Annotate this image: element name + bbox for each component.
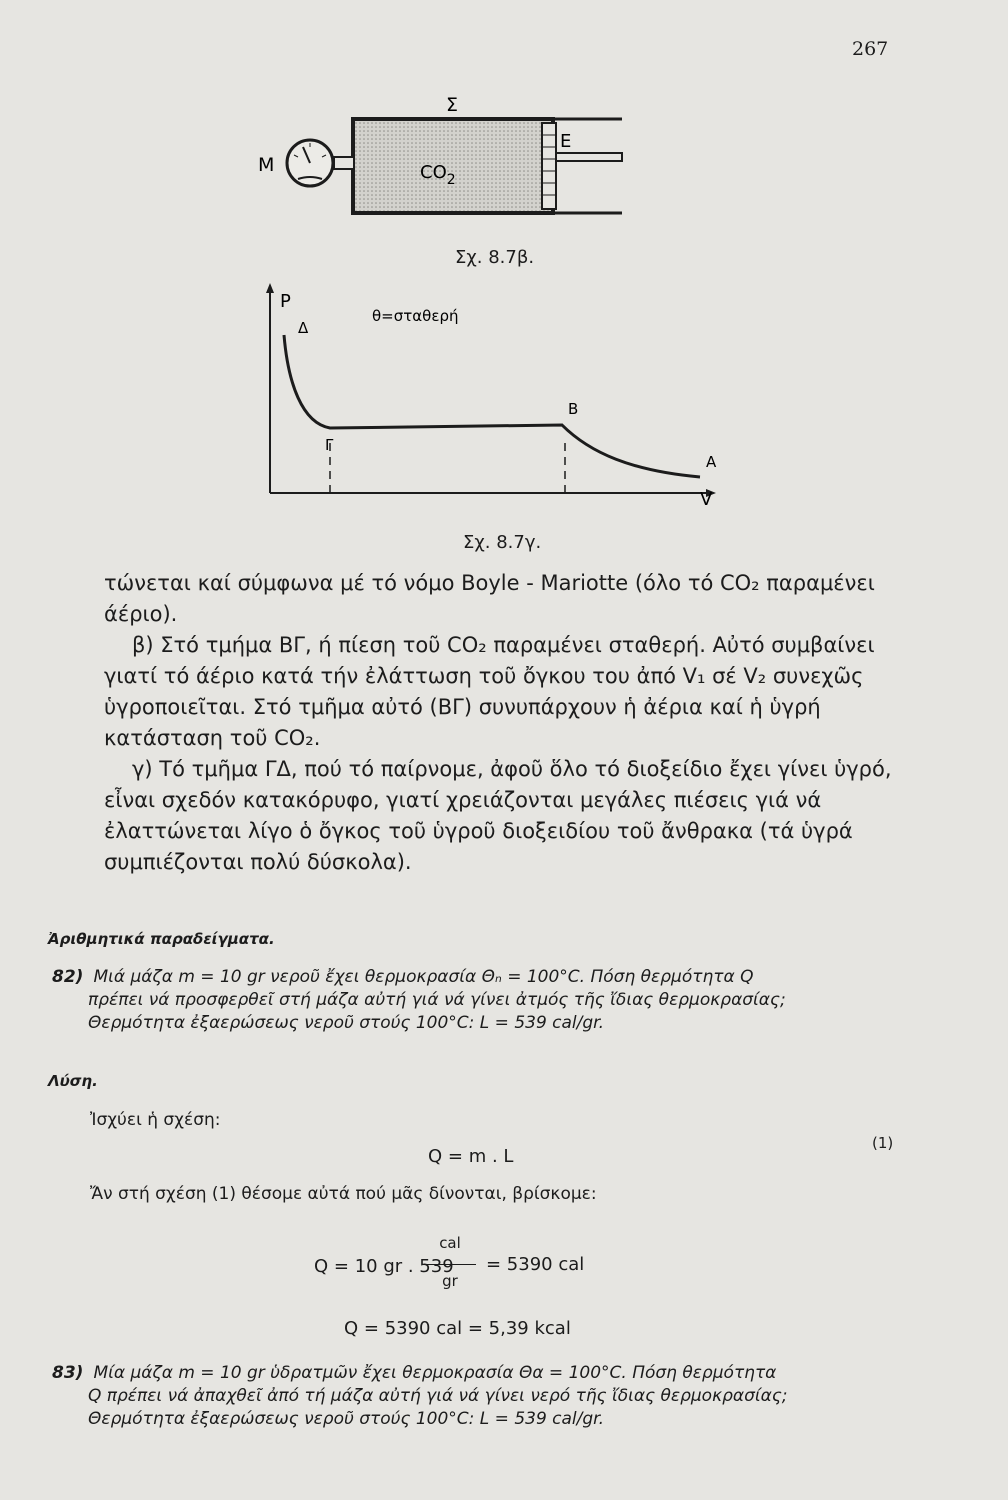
point-b-label: B (568, 400, 579, 418)
figure-g-caption: Σχ. 8.7γ. (463, 532, 542, 553)
label-co2: $CO_2$ (420, 162, 456, 188)
point-g-label: Γ (325, 436, 334, 454)
cylinder-body (353, 119, 622, 213)
piston-icon (542, 123, 622, 209)
point-a-label: A (706, 453, 717, 471)
problem-82-line2: πρέπει νά προσφερθεῖ στή μάζα αὐτή γιά νά γίνει ἀτμός τῆς ἴδιας θερμοκρασίας; (88, 990, 786, 1010)
problem-82-line3: Θερμότητα ἐξαερώσεως νεροῦ στούς 100°C: L = 539 cal/gr. (88, 1013, 605, 1033)
calc-right: = 5390 cal (486, 1254, 585, 1275)
page-number: 267 (852, 38, 889, 60)
problem-83-line2: Q πρέπει νά ἀπαχθεῖ ἀπό τή μάζα αὐτή γιά νά γίνει νερό τῆς ἴδιας θερμοκρασίας; (88, 1386, 788, 1406)
problem-83-number: 83) (52, 1363, 84, 1383)
paragraph-c: γ) Τό τμῆμα ΓΔ, πού τό παίρνομε, ἀφοῦ ὅλο τό διοξείδιο ἔχει γίνει ὑγρό, εἶναι σχεδόν κατακόρυφο, γιατί χρειάζονται μεγάλες πιέσεις γιά νά ἐλαττώνεται λίγο ὁ ὄγκος τοῦ ὑγροῦ διοξειδίου τοῦ ἄνθρακα (τά ὑγρά συμπιέζονται πολύ δύσκολα). (104, 757, 892, 874)
calc-numerator: cal (439, 1234, 461, 1252)
formula: Q = m . L (428, 1146, 514, 1167)
substitution-intro: Ἄν στή σχέση (1) θέσομε αὐτά πού μᾶς δίνονται, βρίσκομε: (90, 1184, 597, 1204)
problem-82 (52, 966, 912, 1035)
problem-83 (52, 1362, 912, 1431)
paragraph-a: τώνεται καί σύμφωνα μέ τό νόμο Boyle - Mariotte (όλο τό CO₂ παραμένει άέριο). (104, 571, 875, 626)
problem-83-line3: Θερμότητα ἐξαερώσεως νεροῦ στούς 100°C: L = 539 cal/gr. (88, 1409, 605, 1429)
paragraph-b: β) Στό τμήμα ΒΓ, ή πίεση τοῦ CO₂ παραμένει σταθερή. Αὐτό συμβαίνει γιατί τό άέριο κατά τήν ἐλάττωση τοῦ ὄγκου του ἀπό V₁ σέ V₂ συνεχῶς ὑγροποιεῖται. Στό τμῆμα αὐτό (ΒΓ) συνυπάρχουν ἡ ἀέρια καί ἡ ὑγρή κατάσταση τοῦ CO₂. (104, 633, 875, 750)
isotherm-title: θ=σταθερή (372, 307, 459, 325)
relation-intro: Ἰσχύει ἡ σχέση: (90, 1110, 221, 1130)
result: Q = 5390 cal = 5,39 kcal (344, 1318, 571, 1339)
axis-v-label: V (700, 489, 713, 510)
problem-83-line1: Μία μάζα m = 10 gr ὑδρατμῶν ἔχει θερμοκρασία Θα = 100°C. Πόση θερμότητα (93, 1363, 777, 1383)
problem-82-line1: Μιά μάζα m = 10 gr νεροῦ ἔχει θερμοκρασία Θₙ = 100°C. Πόση θερμότητα Q (93, 967, 754, 987)
label-e: E (560, 131, 572, 152)
figure-cylinder (250, 85, 650, 225)
examples-heading: Ἀριθμητικά παραδείγματα. (48, 930, 275, 948)
figure-pv-diagram (260, 283, 740, 513)
label-sigma: Σ (446, 94, 459, 116)
calc-denominator: gr (442, 1272, 458, 1290)
point-d-label: Δ (298, 319, 309, 337)
axes (266, 283, 716, 497)
label-m: M (258, 154, 275, 176)
figure-b-caption: Σχ. 8.7β. (455, 247, 535, 268)
axis-p-label: P (280, 291, 291, 312)
problem-82-number: 82) (52, 967, 84, 987)
formula-tag: (1) (872, 1134, 894, 1152)
body-text (104, 568, 904, 878)
calc-left: Q = 10 gr . 539 (314, 1256, 454, 1277)
fraction-bar (424, 1264, 476, 1265)
isotherm-curve (284, 335, 700, 477)
solution-heading: Λύση. (48, 1072, 98, 1090)
manometer-icon (287, 140, 354, 186)
